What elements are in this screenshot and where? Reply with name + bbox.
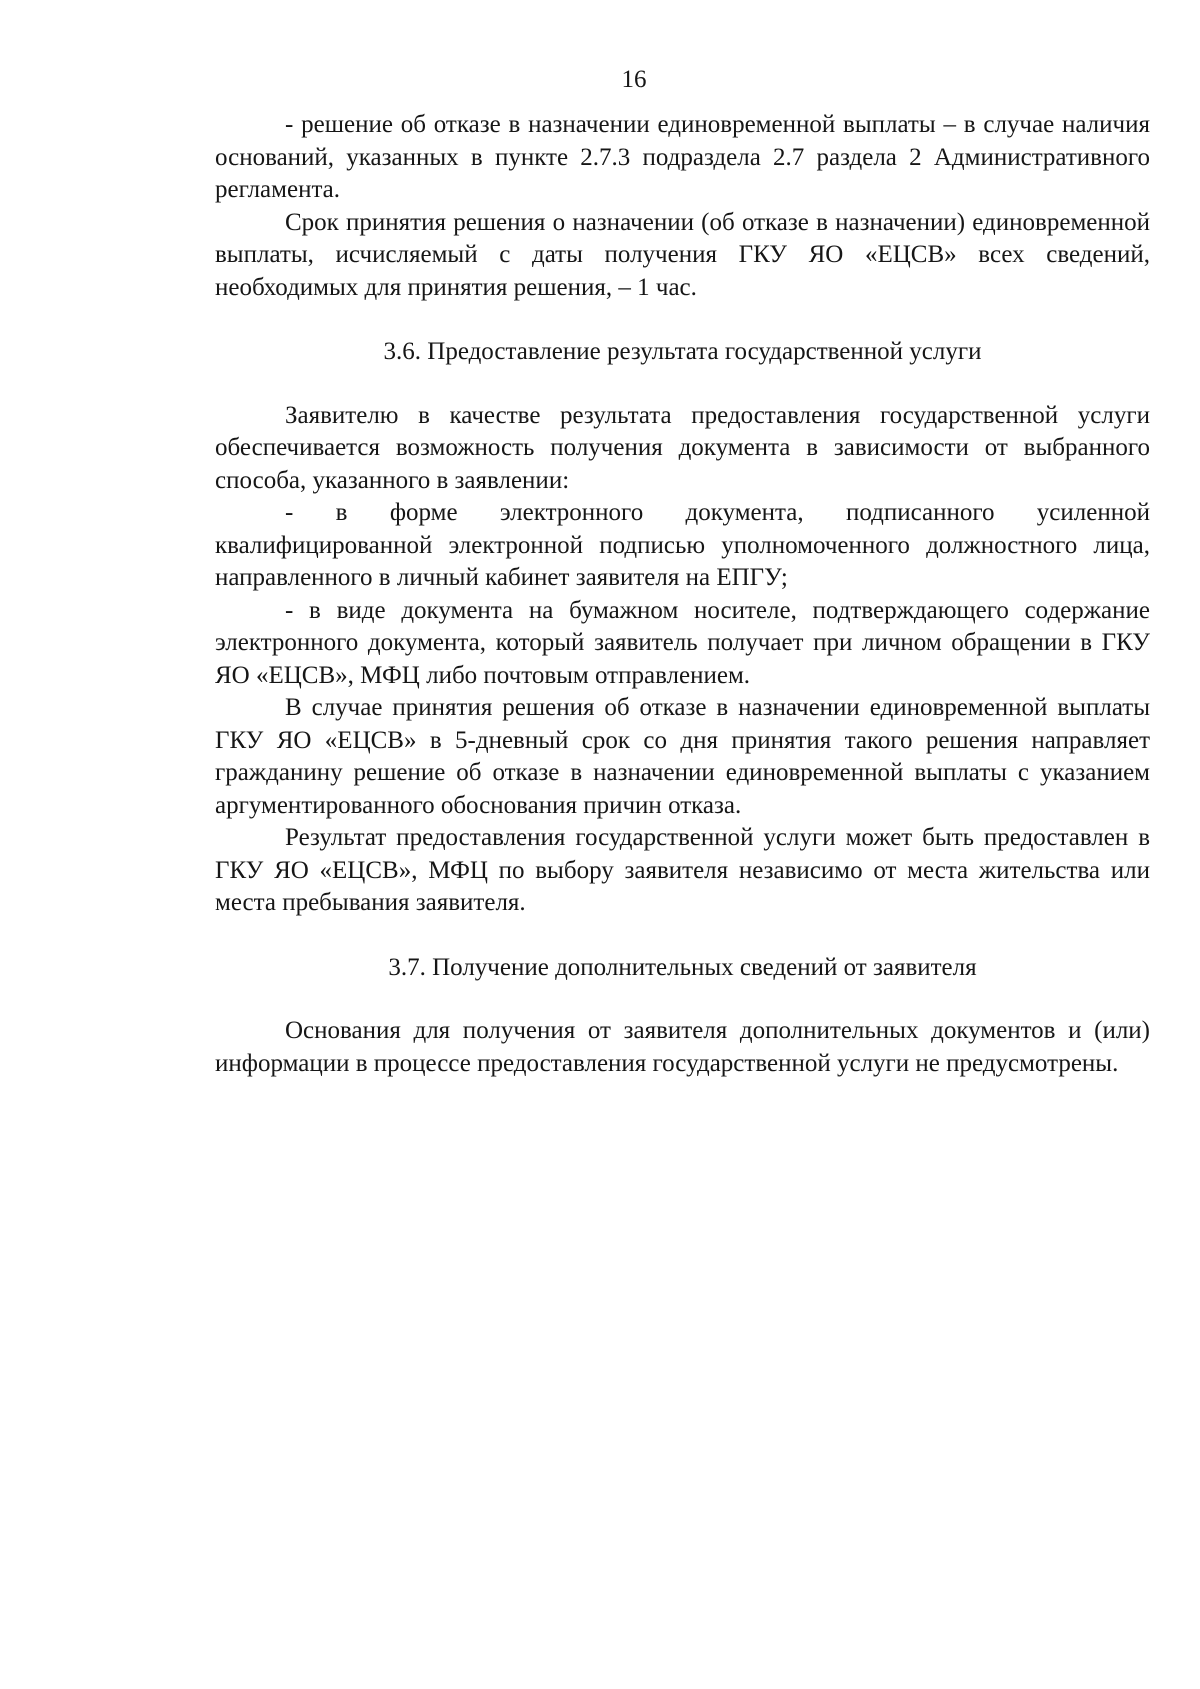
paragraph-decision-deadline: Срок принятия решения о назначении (об отказе в назначении) единовременной выплаты, исчисляемый с даты получения ГКУ ЯО «ЕЦСВ» всех сведений, необходимых для принятия решения, – 1 час. — [215, 208, 1150, 301]
section-heading-3-7: 3.7. Получение дополнительных сведений от заявителя — [388, 953, 977, 981]
paragraph-result-options: Заявителю в качестве результата предоставления государственной услуги обеспечивается возможность получения документа в зависимости от выбранного способа, указанного в заявлении: — [215, 401, 1150, 494]
paragraph-refusal-decision: - решение об отказе в назначении единовременной выплаты – в случае наличия оснований, указанных в пункте 2.7.3 подраздела 2.7 раздела 2 Административного регламента. — [215, 111, 1150, 203]
paragraph-electronic-document: - в форме электронного документа, подписанного усиленной квалифицированной электронной подписью уполномоченного должностного лица, направленного в личный кабинет заявителя на ЕПГУ; — [215, 499, 1150, 591]
document-body — [215, 109, 1150, 1080]
paragraph-result-location: Результат предоставления государственной услуги может быть предоставлен в ГКУ ЯО «ЕЦСВ», МФЦ по выбору заявителя независимо от места жительства или места пребывания заявителя. — [215, 824, 1150, 916]
page-number: 16 — [621, 66, 647, 93]
section-heading-3-6: 3.6. Предоставление результата государственной услуги — [383, 338, 982, 365]
paragraph-additional-info: Основания для получения от заявителя дополнительных документов и (или) информации в процессе предоставления государственной услуги не предусмотрены. — [215, 1017, 1150, 1077]
paragraph-paper-document: - в виде документа на бумажном носителе, подтверждающего содержание электронного документа, который заявитель получает при личном обращении в ГКУ ЯО «ЕЦСВ», МФЦ либо почтовым отправлением. — [215, 596, 1150, 689]
paragraph-refusal-notice: В случае принятия решения об отказе в назначении единовременной выплаты ГКУ ЯО «ЕЦСВ» в 5-дневный срок со дня принятия такого решения направляет гражданину решение об отказе в назначении единовременной выплаты с указанием аргументированного обоснования причин отказа. — [215, 694, 1150, 819]
